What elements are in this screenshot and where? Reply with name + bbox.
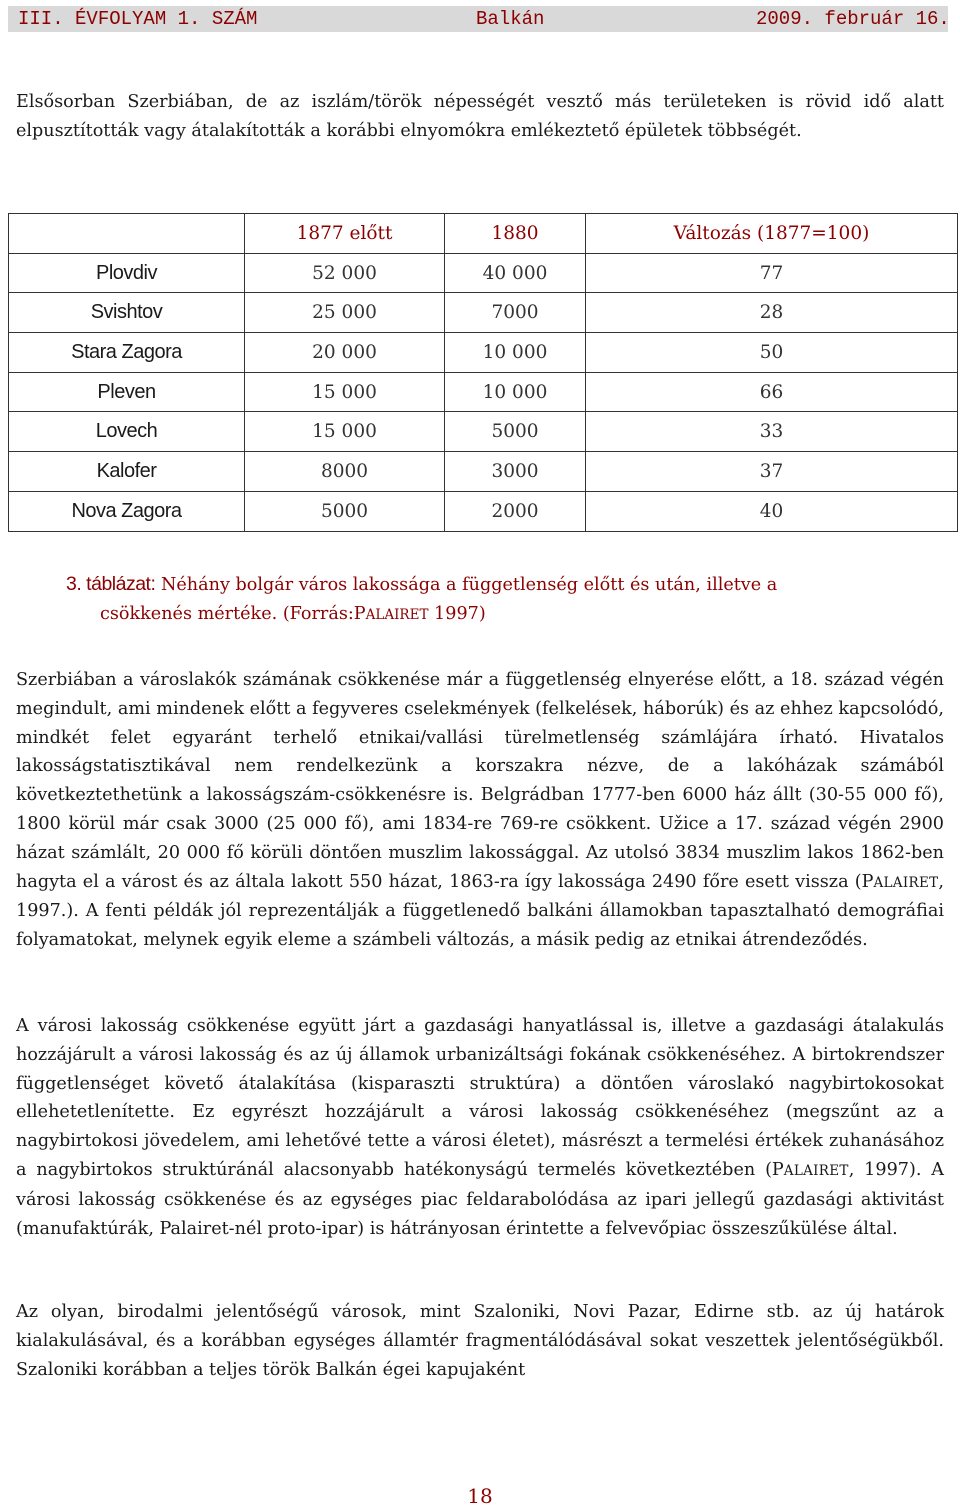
table-cell-value: 37 bbox=[586, 452, 958, 492]
body-paragraph-cities: Az olyan, birodalmi jelentőségű városok, mint Szaloniki, Novi Pazar, Edirne stb. az új határok kialakulásával, és a korábban egységes államtér fragmentálódásával sokat veszettek jelentőségükből. Szaloniki korábban a teljes török Balkán égei kapujaként bbox=[16, 1302, 944, 1380]
table-cell-value: 1880 bbox=[445, 214, 586, 254]
table-cell-value: 5000 bbox=[245, 491, 445, 531]
table-cell-value: 8000 bbox=[245, 452, 445, 492]
table-cell-value: 1877 előtt bbox=[245, 214, 445, 254]
table-cell-value: 7000 bbox=[445, 293, 586, 333]
table-row bbox=[9, 293, 958, 333]
table-cell-city: Nova Zagora bbox=[9, 491, 245, 531]
table-row bbox=[9, 452, 958, 492]
table-cell-city bbox=[9, 214, 245, 254]
table-cell-value: 10 000 bbox=[445, 333, 586, 373]
table-caption bbox=[66, 570, 916, 629]
p2-text-2: , 1997.). A fenti példák jól reprezentálják a függetlenedő balkáni államokban tapasztalható demográfiai folyamatokat, melynek egyik eleme a számbeli változás, a másik pedig az etnikai átrendeződés. bbox=[16, 871, 944, 951]
table-row bbox=[9, 412, 958, 452]
caption-author-smallcaps: ALAIRET bbox=[365, 606, 429, 623]
p2-text-1: Szerbiában a városlakók számának csökkenése már a függetlenség elnyerése előtt, a 18. század végén megindult, ami mindenek előtt a fegyveres cselekmények (felkelések, háborúk) és az ehhez kapcsolódó, mindkét felet egyaránt terhelő etnikai/vallási türelmetlenség számlájára írható. Hivatalos lakosságstatisztikával nem rendelkezünk a korszakra nézve, de a lakóházak számából következtethetünk a lakosságszám-csökkenésre is. Belgrádban 1777-ben 6000 ház állt (30-55 000 fő), 1800 körül már csak 3000 (25 000 fő), ami 1834-re 769-re csökkent. Užice a 17. század végén 2900 házat számlált, 20 000 fő körüli döntően muszlim lakossággal. Az utolsó 3834 muszlim lakos 1862-ben hagyta el a várost és az általa lakott 550 házat, 1863-ra így lakossága 2490 főre esett vissza (P bbox=[16, 670, 944, 892]
caption-year: 1997) bbox=[428, 603, 486, 624]
header-section: Balkán bbox=[476, 8, 545, 30]
body-paragraph-serbia bbox=[16, 666, 944, 955]
population-table bbox=[8, 213, 958, 532]
running-header bbox=[8, 6, 948, 32]
p3-text-1: A városi lakosság csökkenése együtt járt a gazdasági hanyatlással is, illetve a gazdasági átalakulás hozzájárult a városi lakosság és az új államok urbanizáltsági fokának csökkenéséhez. A birtokrendszer függetlenséget követő átalakítása (kisparaszti struktúra) a döntően városlakó nagybirtokosokat ellehetetlenítette. Ez egyrészt hozzájárult a városi lakosság csökkenéséhez (megszűnt az a nagybirtokosi jövedelem, ami lehetővé tette a városi életet), másrészt a termelési értékek zuhanásához a nagybirtokos struktúránál alacsonyabb hatékonyságú termelés következtében (P bbox=[16, 1016, 944, 1180]
table-cell-value: 77 bbox=[586, 253, 958, 293]
body-paragraph-economy bbox=[16, 1012, 944, 1243]
table-cell-value: 10 000 bbox=[445, 372, 586, 412]
table-cell-city: Kalofer bbox=[9, 452, 245, 492]
caption-label: 3. táblázat: bbox=[66, 573, 156, 595]
table-cell-city: Pleven bbox=[9, 372, 245, 412]
intro-paragraph: Elsősorban Szerbiában, de az iszlám/török népességét vesztő más területeken is rövid idő alatt elpusztították vagy átalakították a korábbi elnyomókra emlékeztető épületek többségét. bbox=[16, 92, 944, 141]
table-cell-value: 28 bbox=[586, 293, 958, 333]
table-row bbox=[9, 491, 958, 531]
page-number: 18 bbox=[467, 1484, 493, 1508]
table-cell-value: 20 000 bbox=[245, 333, 445, 373]
table-cell-value: 2000 bbox=[445, 491, 586, 531]
table-cell-value: 52 000 bbox=[245, 253, 445, 293]
caption-author-initial: P bbox=[353, 603, 366, 624]
table-cell-value: 15 000 bbox=[245, 412, 445, 452]
p3-author-smallcaps: ALAIRET bbox=[783, 1162, 849, 1179]
table-row bbox=[9, 333, 958, 373]
p2-author-smallcaps: ALAIRET bbox=[873, 874, 939, 891]
table-cell-city: Plovdiv bbox=[9, 253, 245, 293]
table-cell-value: 66 bbox=[586, 372, 958, 412]
table-cell-city: Svishtov bbox=[9, 293, 245, 333]
caption-text-line1: Néhány bolgár város lakossága a függetlenség előtt és után, illetve a bbox=[161, 575, 778, 595]
table-cell-value: 3000 bbox=[445, 452, 586, 492]
table-cell-value: 25 000 bbox=[245, 293, 445, 333]
table-row bbox=[9, 253, 958, 293]
table-cell-value: 40 bbox=[586, 491, 958, 531]
table-cell-value: 50 bbox=[586, 333, 958, 373]
header-date: 2009. február 16. bbox=[756, 8, 950, 30]
header-volume: III. ÉVFOLYAM 1. SZÁM bbox=[18, 8, 258, 30]
table-cell-value: 40 000 bbox=[445, 253, 586, 293]
table-cell-value: 15 000 bbox=[245, 372, 445, 412]
table-row bbox=[9, 372, 958, 412]
table-cell-value: 5000 bbox=[445, 412, 586, 452]
table-header-row bbox=[9, 214, 958, 254]
table-cell-city: Stara Zagora bbox=[9, 333, 245, 373]
caption-text-line2: csökkenés mértéke. (Forrás: bbox=[100, 603, 354, 624]
table-cell-value: Változás (1877=100) bbox=[586, 214, 958, 254]
table-cell-value: 33 bbox=[586, 412, 958, 452]
table-cell-city: Lovech bbox=[9, 412, 245, 452]
p3-text-2: , 1997). A városi lakosság csökkenése és az egységes piac feldarabolódása az ipari jellegű gazdasági aktivitást (manufaktúrák, Palairet-nél proto-ipar) is hátrányosan érintette a felvevőpiac összeszűkülése által. bbox=[16, 1159, 945, 1239]
